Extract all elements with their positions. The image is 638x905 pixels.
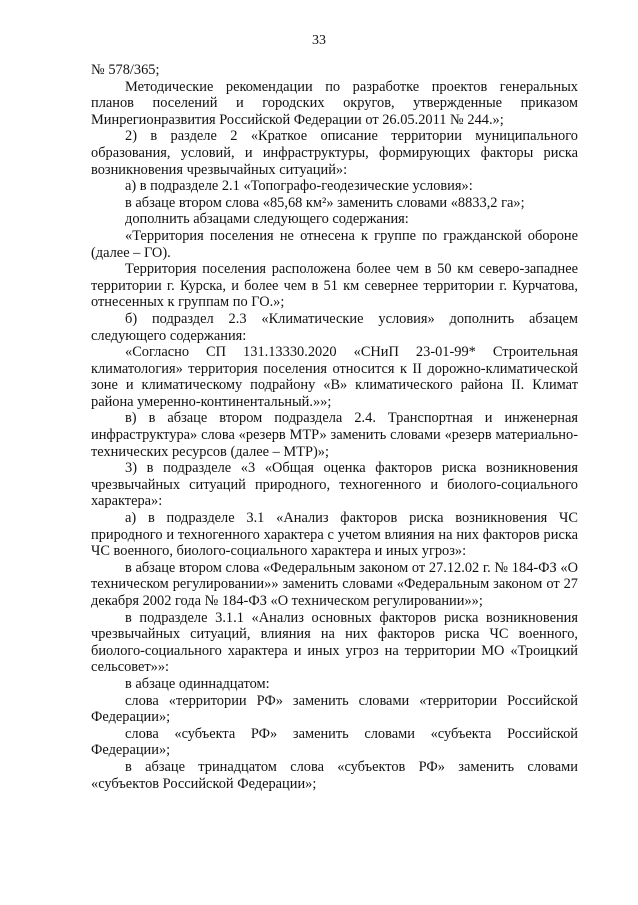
paragraph: Методические рекомендации по разработке проектов генеральных планов поселений и городских округов, утвержденные приказом Минрегионразвития Российской Федерации от 26.05.2011 № 244.»; xyxy=(91,78,578,128)
paragraph: Территория поселения расположена более чем в 50 км северо-западнее территории г. Курска, и более чем в 51 км севернее территории г. Курчатова, отнесенных к группам по ГО.»; xyxy=(91,261,578,311)
document-body xyxy=(91,62,578,792)
paragraph: в) в абзаце втором подраздела 2.4. Транспортная и инженерная инфраструктура» слова «резерв МТР» заменить словами «резерв материально-технических ресурсов (далее – МТР)»; xyxy=(91,410,578,460)
paragraph: 3) в подразделе «3 «Общая оценка факторов риска возникновения чрезвычайных ситуаций природного, техногенного и биолого-социального характера»: xyxy=(91,460,578,510)
paragraph: слова «территории РФ» заменить словами «территории Российской Федерации»; xyxy=(91,692,578,726)
paragraph: № 578/365; xyxy=(91,62,160,78)
paragraph: а) в подразделе 2.1 «Топографо-геодезические условия»: xyxy=(125,178,473,195)
paragraph: «Согласно СП 131.13330.2020 «СНиП 23-01-99* Строительная климатология» территория поселения относится к II дорожно-климатической зоне и климатическому подрайону «В» климатического района II. Климат района умеренно-континентальный.»»; xyxy=(91,344,578,410)
paragraph: в абзаце тринадцатом слова «субъектов РФ» заменить словами «субъектов Российской Федерации»; xyxy=(91,758,578,792)
paragraph: в подразделе 3.1.1 «Анализ основных факторов риска возникновения чрезвычайных ситуаций, влияния на них факторов риска ЧС военного, биолого-социального характера и иных угроз на территории МО «Троицкий сельсовет»»: xyxy=(91,609,578,676)
paragraph: «Территория поселения не отнесена к группе по гражданской обороне (далее – ГО). xyxy=(91,227,578,261)
paragraph: а) в подразделе 3.1 «Анализ факторов риска возникновения ЧС природного и техногенного характера с учетом влияния на них факторов риска ЧС военного, биолого-социального характера и иных угроз»: xyxy=(91,510,578,560)
paragraph: в абзаце втором слова «85,68 км²» заменить словами «8833,2 га»; xyxy=(125,194,525,211)
paragraph: дополнить абзацами следующего содержания: xyxy=(125,211,409,228)
paragraph: б) подраздел 2.3 «Климатические условия» дополнить абзацем следующего содержания: xyxy=(91,310,578,344)
paragraph: в абзаце втором слова «Федеральным законом от 27.12.02 г. № 184-ФЗ «О техническом регулировании»» заменить словами «Федеральным законом от 27 декабря 2002 года № 184-ФЗ «О техническом регулировании»»; xyxy=(91,559,578,609)
paragraph: 2) в разделе 2 «Краткое описание территории муниципального образования, условий, и инфраструктуры, формирующих факторы риска возникновения чрезвычайных ситуаций»: xyxy=(91,128,578,178)
paragraph: слова «субъекта РФ» заменить словами «субъекта Российской Федерации»; xyxy=(91,725,578,759)
paragraph: в абзаце одиннадцатом: xyxy=(125,675,270,692)
page-number: 33 xyxy=(312,33,326,48)
